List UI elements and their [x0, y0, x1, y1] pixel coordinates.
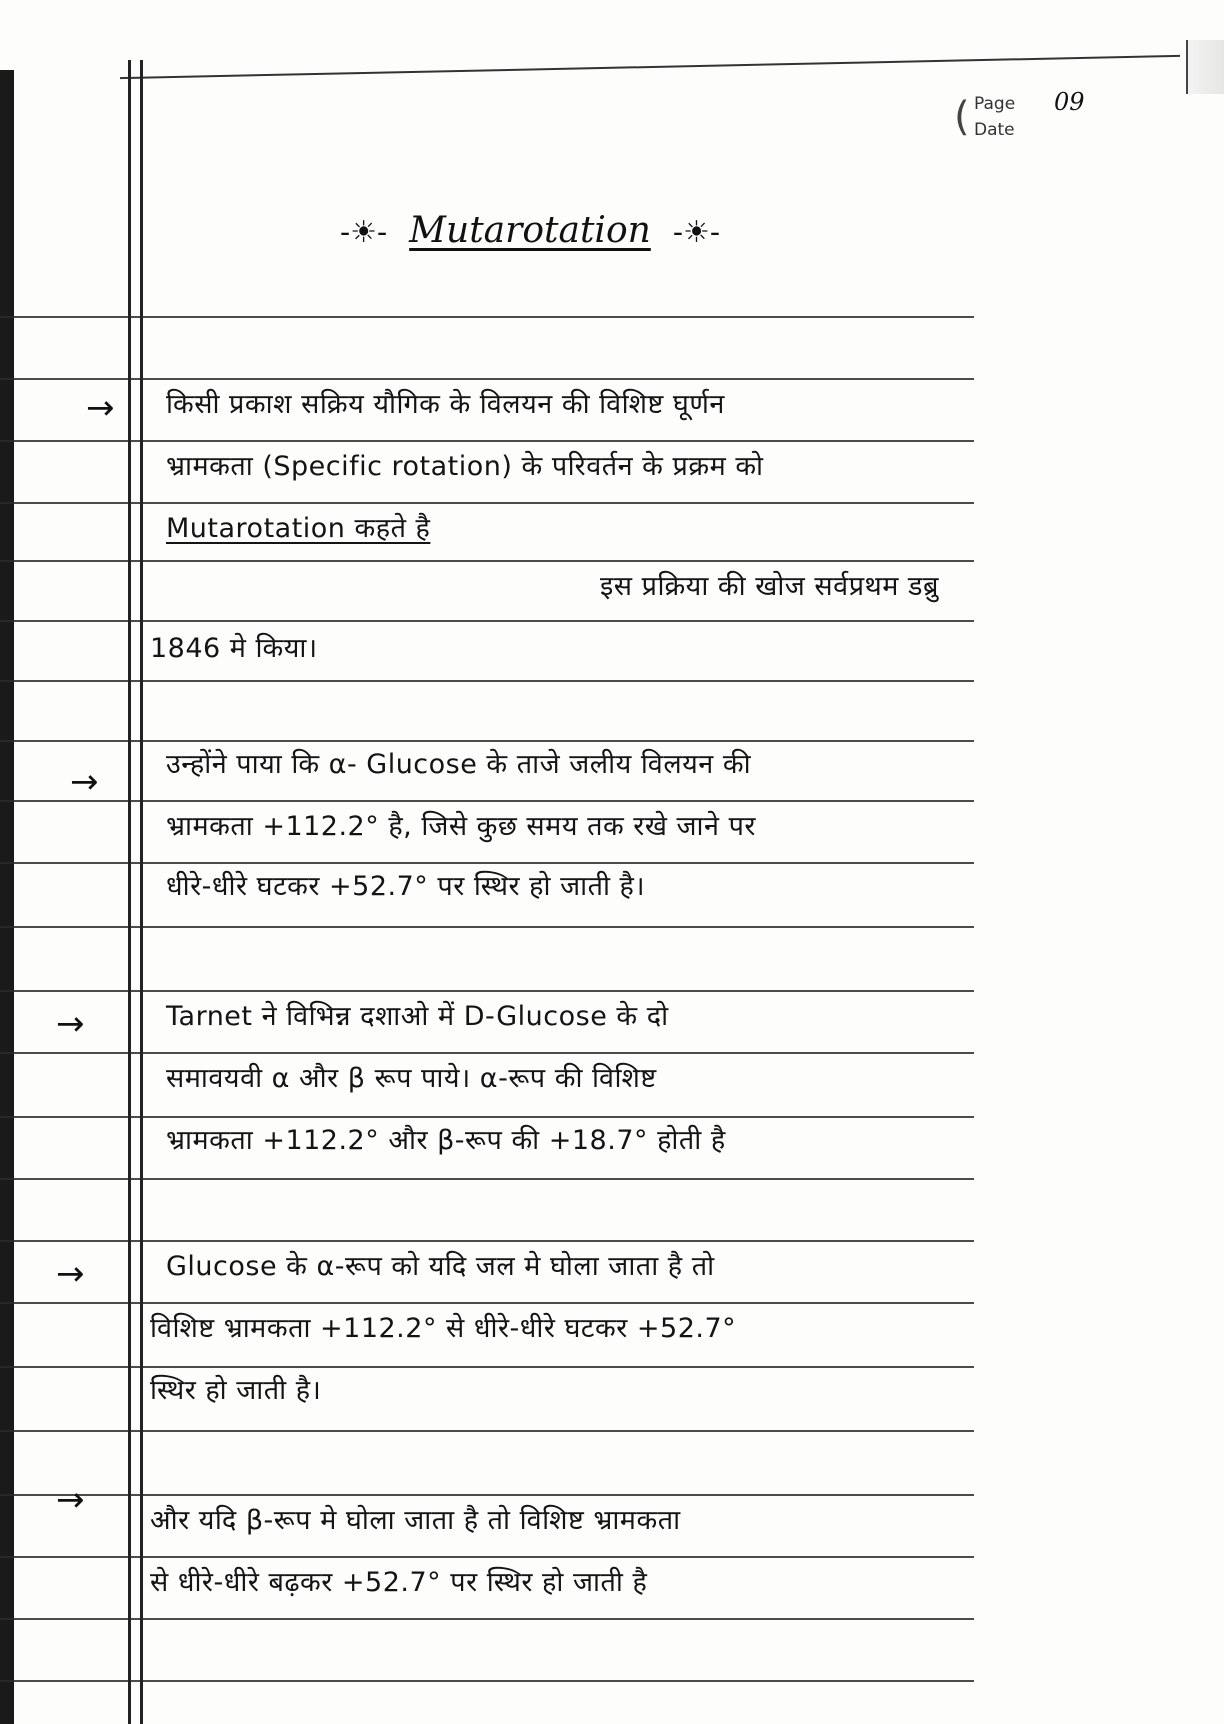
arrow-icon: → — [70, 762, 99, 802]
margin-line — [128, 60, 131, 1724]
page-date-box — [934, 90, 1134, 150]
paragraph-line: भ्रामकता +112.2° और β-रूप की +18.7° होती है — [166, 1125, 726, 1156]
paragraph-line: Glucose के α-रूप को यदि जल मे घोला जाता है तो — [166, 1251, 715, 1282]
page-number: 09 — [1054, 88, 1085, 116]
paragraph-line: से धीरे-धीरे बढ़कर +52.7° पर स्थिर हो जाती है — [150, 1567, 648, 1598]
paragraph-line: धीरे-धीरे घटकर +52.7° पर स्थिर हो जाती है। — [166, 871, 646, 902]
paragraph-line: स्थिर हो जाती है। — [150, 1375, 322, 1406]
paragraph-line: उन्होंने पाया कि α- Glucose के ताजे जलीय विलयन की — [166, 749, 752, 780]
date-label: Date — [974, 120, 1015, 140]
bracket-glyph: ( — [954, 94, 970, 140]
paragraph-line: किसी प्रकाश सक्रिय यौगिक के विलयन की विशिष्ट घूर्णन — [166, 389, 725, 420]
arrow-icon: → — [56, 1004, 85, 1044]
arrow-icon: → — [56, 1480, 85, 1520]
paragraph-line: समावयवी α और β रूप पाये। α-रूप की विशिष्ट — [166, 1063, 657, 1094]
page-title — [270, 210, 790, 251]
paragraph-line: 1846 मे किया। — [150, 633, 318, 664]
page-label: Page — [974, 94, 1224, 1724]
left-binding-shadow — [0, 70, 14, 1724]
paragraph-line: Mutarotation कहते है — [166, 513, 431, 544]
paragraph-line: भ्रामकता +112.2° है, जिसे कुछ समय तक रखे जाने पर — [166, 811, 756, 842]
page-top-edge — [120, 25, 1180, 79]
paragraph-line: विशिष्ट भ्रामकता +112.2° से धीरे-धीरे घटकर +52.7° — [150, 1313, 737, 1344]
margin-line — [140, 60, 143, 1724]
paragraph-line: इस प्रक्रिया की खोज सर्वप्रथम डब्रु — [600, 571, 939, 602]
arrow-icon: → — [86, 388, 115, 428]
sun-doodle-icon: -☀- — [672, 215, 720, 250]
paragraph-line: भ्रामकता (Specific rotation) के परिवर्तन के प्रक्रम को — [166, 451, 764, 482]
title-text: Mutarotation — [409, 210, 651, 251]
paragraph-line: और यदि β-रूप मे घोला जाता है तो विशिष्ट भ्रामकता — [150, 1505, 681, 1536]
paragraph-line: Tarnet ने विभिन्न दशाओ में D-Glucose के दो — [166, 1001, 669, 1032]
arrow-icon: → — [56, 1254, 85, 1294]
sun-doodle-icon: -☀- — [340, 215, 388, 250]
